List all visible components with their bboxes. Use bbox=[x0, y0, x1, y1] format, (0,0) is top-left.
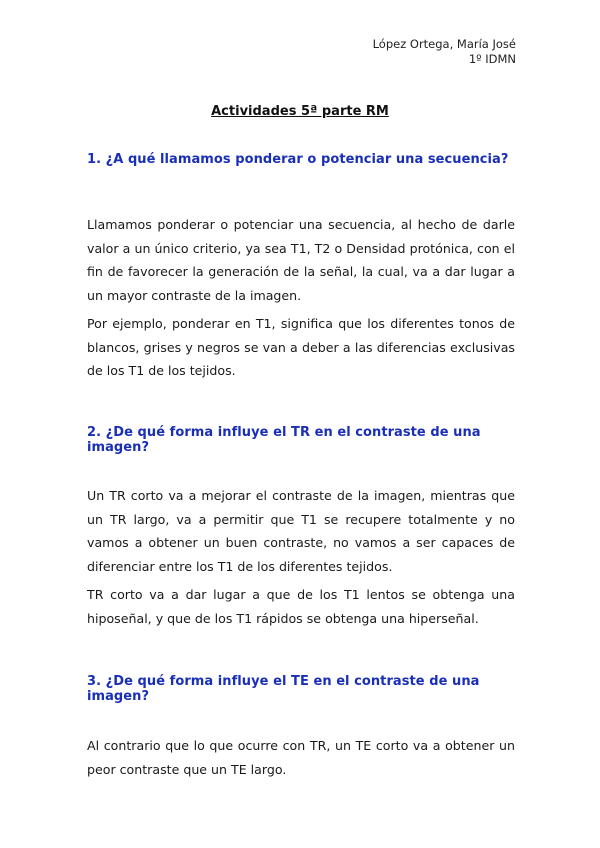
answer-1-paragraph-1: Llamamos ponderar o potenciar una secuencia, al hecho de darle valor a un único criterio, ya sea T1, T2 o Densidad protónica, con el fin de favorecer la generación de la señal, la cual, va a dar lugar a un mayor contraste de la imagen. bbox=[87, 217, 515, 303]
answer-2-paragraph-1: Un TR corto va a mejorar el contraste de la imagen, mientras que un TR largo, va a permitir que T1 se recupere totalmente y no vamos a obtener un buen contraste, no vamos a ser capaces de diferenciar entre los T1 de los diferentes tejidos. bbox=[87, 488, 515, 574]
author-header bbox=[373, 37, 516, 67]
answer-1-paragraph-2: Por ejemplo, ponderar en T1, significa que los diferentes tonos de blancos, grises y negros se van a deber a las diferencias exclusivas de los T1 de los tejidos. bbox=[87, 316, 515, 378]
question-2-heading: 2. ¿De qué forma influye el TR en el contraste de una imagen? bbox=[87, 425, 481, 455]
author-name: López Ortega, María José bbox=[372, 37, 516, 51]
question-3-heading: 3. ¿De qué forma influye el TE en el contraste de una imagen? bbox=[87, 674, 480, 704]
question-1-heading: 1. ¿A qué llamamos ponderar o potenciar una secuencia? bbox=[87, 152, 509, 167]
course-name: 1º IDMN bbox=[468, 52, 516, 66]
answer-2-paragraph-2: TR corto va a dar lugar a que de los T1 lentos se obtenga una hiposeñal, y que de los T1 rápidos se obtenga una hiperseñal. bbox=[87, 587, 515, 626]
document-title: Actividades 5ª parte RM bbox=[211, 104, 389, 119]
answer-3-paragraph-1: Al contrario que lo que ocurre con TR, un TE corto va a obtener un peor contraste que un TE largo. bbox=[87, 738, 515, 777]
